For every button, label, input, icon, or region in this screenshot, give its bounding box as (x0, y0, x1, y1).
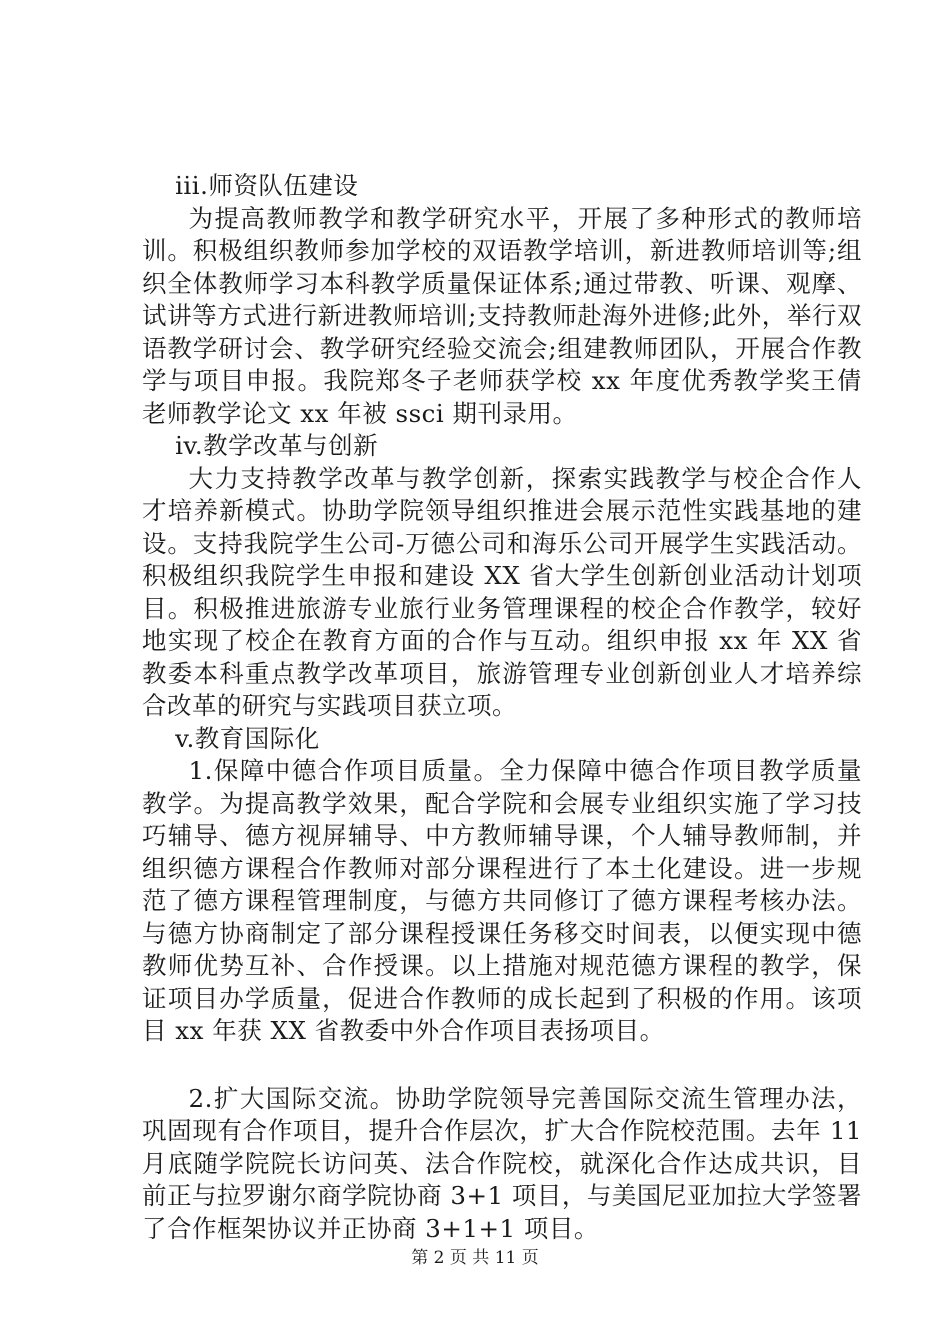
paragraph-international-exchange: 2.扩大国际交流。协助学院领导完善国际交流生管理办法，巩固现有合作项目，提升合作层次，扩大合作院校范围。去年 11 月底随学院院长访问英、法合作院校，就深化合作达成共识，目前正与拉罗谢尔商学院协商 3+1 项目，与美国尼亚加拉大学签署了合作框架协议并正协商 3+1+1 项目。 (142, 1083, 862, 1243)
paragraph-sino-german-project: 1.保障中德合作项目质量。全力保障中德合作项目教学质量教学。为提高教学效果，配合学院和会展专业组织实施了学习技巧辅导、德方视屏辅导、中方教师辅导课，个人辅导教师制，并组织德方课程合作教师对部分课程进行了本土化建设。进一步规范了德方课程管理制度，与德方共同修订了德方课程考核办法。与德方协商制定了部分课程授课任务移交时间表，以便实现中德教师优势互补、合作授课。以上措施对规范德方课程的教学，保证项目办学质量，促进合作教师的成长起到了积极的作用。该项目 xx 年获 XX 省教委中外合作项目表扬项目。 (142, 756, 862, 1045)
paragraph-teaching-reform: 大力支持教学改革与教学创新，探索实践教学与校企合作人才培养新模式。协助学院领导组织推进会展示范性实践基地的建设。支持我院学生公司-万德公司和海乐公司开展学生实践活动。积极组织我院学生申报和建设 XX 省大学生创新创业活动计划项目。积极推进旅游专业旅行业务管理课程的校企合作教学，较好地实现了校企在教育方面的合作与互动。组织申报 xx 年 XX 省教委本科重点教学改革项目，旅游管理专业创新创业人才培养综合改革的研究与实践项目获立项。 (142, 463, 862, 720)
document-body (142, 170, 862, 1245)
paragraph-teacher-training: 为提高教师教学和教学研究水平，开展了多种形式的教师培训。积极组织教师参加学校的双语教学培训，新进教师培训等;组织全体教师学习本科教学质量保证体系;通过带教、听课、观摩、试讲等方式进行新进教师培训;支持教师赴海外进修;此外，举行双语教学研讨会、教学研究经验交流会;组建教师团队，开展合作教学与项目申报。我院郑冬子老师获学校 xx 年度优秀教学奖王倩老师教学论文 xx 年被 ssci 期刊录用。 (142, 203, 862, 428)
page-number-footer: 第 2 页 共 11 页 (411, 1248, 539, 1268)
section-heading-international: v.教育国际化 (175, 723, 320, 753)
paragraph-spacer (142, 1048, 862, 1083)
section-heading-teachers: iii.师资队伍建设 (175, 171, 359, 200)
section-heading-reform: iv.教学改革与创新 (175, 431, 379, 460)
